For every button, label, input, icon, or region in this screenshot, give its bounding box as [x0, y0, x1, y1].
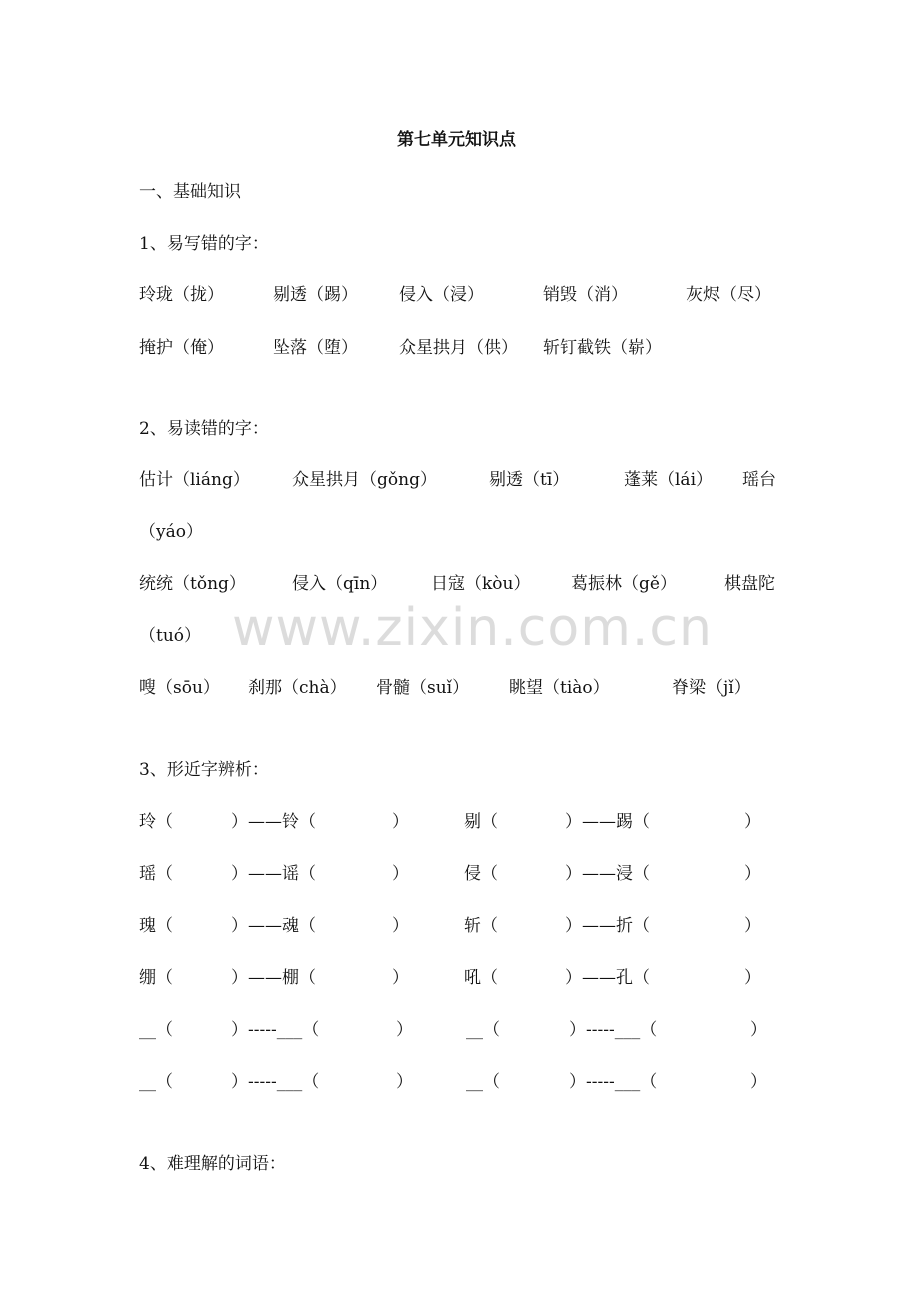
q3-cell: 斩（ [464, 916, 498, 936]
q2-item-continuation: （tuó） [139, 626, 202, 646]
q3-blank-cell: ） [750, 1072, 767, 1092]
q3-cell: ） [392, 864, 409, 884]
q2-item: 瑶台 [742, 470, 776, 490]
q2-item-continuation: （yáo） [139, 522, 203, 542]
q3-blank-cell: ）-----___（ [569, 1072, 658, 1092]
watermark: www.zixin.com.cn [232, 598, 713, 658]
q2-item: 众星拱月（gǒng） [292, 470, 437, 490]
q2-heading: 2、易读错的字： [139, 419, 269, 439]
q3-blank-cell: __（ [466, 1020, 500, 1040]
q2-item: 嗖（sōu） [139, 678, 220, 698]
q3-blank-cell: ） [396, 1020, 413, 1040]
section-basic-knowledge: 一、基础知识 [139, 182, 241, 202]
q3-blank-cell: __（ [139, 1020, 173, 1040]
q3-cell: ）——折（ [565, 916, 650, 936]
q3-cell: ） [392, 812, 409, 832]
q3-blank-cell: ）-----___（ [231, 1072, 320, 1092]
q3-cell: ） [744, 864, 761, 884]
q3-cell: 侵（ [464, 864, 498, 884]
q1-item: 掩护（俺） [139, 338, 224, 358]
q3-cell: 玲（ [139, 812, 173, 832]
page-title: 第七单元知识点 [397, 130, 516, 150]
q3-cell: ）——棚（ [231, 968, 316, 988]
q3-cell: ）——踢（ [565, 812, 650, 832]
q2-item: 骨髓（suǐ） [376, 678, 470, 698]
q3-blank-cell: ）-----___（ [569, 1020, 658, 1040]
q2-item: 葛振林（gě） [571, 574, 677, 594]
q2-item: 剔透（tī） [489, 470, 570, 490]
q2-item: 脊梁（jǐ） [672, 678, 751, 698]
q1-item: 斩钉截铁（崭） [543, 338, 662, 358]
q3-cell: ） [744, 916, 761, 936]
q3-blank-cell: __（ [139, 1072, 173, 1092]
q1-item: 灰烬（尽） [686, 285, 771, 305]
q3-cell: ） [744, 968, 761, 988]
q1-item: 剔透（踢） [273, 285, 358, 305]
q3-blank-cell: __（ [466, 1072, 500, 1092]
q2-item: 日寇（kòu） [431, 574, 531, 594]
q2-item: 刹那（chà） [248, 678, 347, 698]
q3-cell: ）——孔（ [565, 968, 650, 988]
q3-blank-cell: ） [396, 1072, 413, 1092]
q3-blank-cell: ） [750, 1020, 767, 1040]
q3-cell: ） [392, 968, 409, 988]
q3-cell: 瑰（ [139, 916, 173, 936]
q1-item: 侵入（浸） [399, 285, 484, 305]
q3-cell: 剔（ [464, 812, 498, 832]
q3-cell: 吼（ [464, 968, 498, 988]
q3-blank-cell: ）-----___（ [231, 1020, 320, 1040]
q3-cell: 绷（ [139, 968, 173, 988]
q1-heading: 1、易写错的字： [139, 234, 269, 254]
q3-cell: ）——铃（ [231, 812, 316, 832]
q1-item: 销毁（消） [543, 285, 628, 305]
q3-cell: ）——魂（ [231, 916, 316, 936]
q3-heading: 3、形近字辨析： [139, 760, 269, 780]
q3-cell: ）——浸（ [565, 864, 650, 884]
q1-item: 众星拱月（供） [399, 338, 518, 358]
q3-cell: ） [744, 812, 761, 832]
q1-item: 玲珑（拢） [139, 285, 224, 305]
q3-cell: ）——谣（ [231, 864, 316, 884]
q2-item: 估计（liáng） [139, 470, 250, 490]
q2-item: 统统（tǒng） [139, 574, 246, 594]
q2-item: 蓬莱（lái） [624, 470, 714, 490]
q2-item: 侵入（qīn） [292, 574, 388, 594]
q2-item: 眺望（tiào） [509, 678, 610, 698]
q3-cell: ） [392, 916, 409, 936]
q4-heading: 4、难理解的词语： [139, 1154, 286, 1174]
q1-item: 坠落（堕） [273, 338, 358, 358]
q2-item: 棋盘陀 [724, 574, 775, 594]
q3-cell: 瑶（ [139, 864, 173, 884]
